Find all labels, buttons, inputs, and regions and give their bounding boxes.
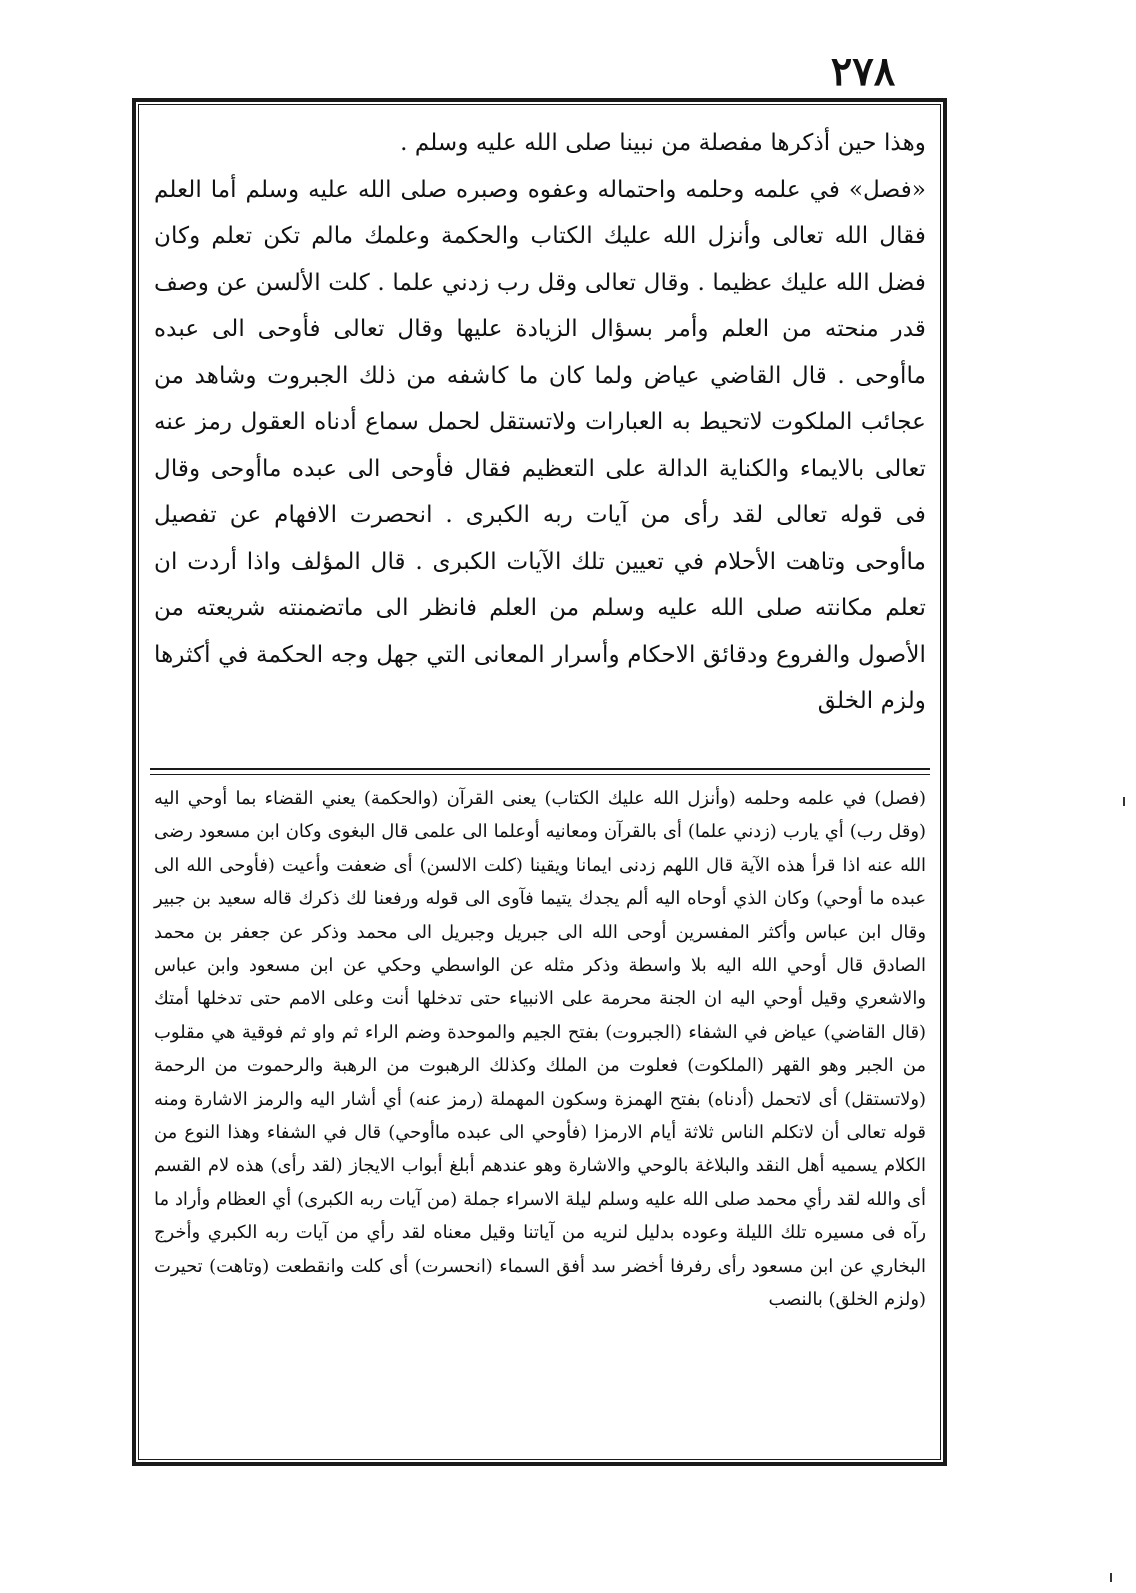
commentary-text: (فصل) في علمه وحلمه (وأنزل الله عليك الكتاب) يعنى القرآن (والحكمة) يعني القضاء بما أوحي اليه (وقل رب) أي يارب (زدني علما) أى بالقرآن ومعانيه أوعلما الى علمى قال البغوى وكان ابن مسعود رضى الله عنه اذا قرأ هذه الآية قال اللهم زدنى ايمانا ويقينا (كلت الالسن) أى ضعفت وأعيت (فأوحى الله الى عبده ما أوحي) وكان الذي أوحاه اليه ألم يجدك يتيما فآوى الى قوله ورفعنا لك ذكرك قاله سعيد بن جبير وقال ابن عباس وأكثر المفسرين أوحى الله الى جبريل وجبريل الى محمد وذكر عن جعفر بن محمد الصادق قال أوحي الله اليه بلا واسطة وذكر مثله عن الواسطي وحكي عن ابن مسعود وابن عباس والاشعري وقيل أوحي اليه ان الجنة محرمة على الانبياء حتى تدخلها أنت وعلى الامم حتى تدخلها أمتك (قال القاضي) عياض في الشفاء (الجبروت) بفتح الجيم والموحدة وضم الراء ثم واو ثم فوقية هي مقلوب من الجبر وهو القهر (الملكوت) فعلوت من الملك وكذلك الرهبوت من الرهبة والرحموت من الرحمة (ولاتستقل) أى لاتحمل (أدناه) بفتح الهمزة وسكون المهملة (رمز عنه) أي أشار اليه والرمز الاشارة ومنه قوله تعالى أن لاتكلم الناس ثلاثة أيام الارمزا (فأوحي الى عبده ماأوحي) قال في الشفاء وهذا النوع من الكلام يسميه أهل النقد والبلاغة بالوحي والاشارة وهو عندهم أبلغ أبواب الايجاز (لقد رأى) هذه لام القسم أى والله لقد رأي محمد صلى الله عليه وسلم ليلة الاسراء جملة (من آيات ربه الكبرى) أي العظام وأراد ما رآه فى مسيره تلك الليلة وعوده بدليل لنريه من آياتنا وقيل معناه لقد رأي من آيات ربه الكبري وأخرج البخاري عن ابن مسعود رأى رفرفا أخضر سد أفق السماء (انحسرت) أى كلت وانقطعت (وتاهت) تحيرت (ولزم الخلق) بالنصب xyxy=(154,788,926,1311)
main-text-block xyxy=(154,120,926,725)
margin-mark xyxy=(1110,1573,1112,1582)
margin-mark xyxy=(1123,797,1125,806)
main-text-intro: وهذا حين أذكرها مفصلة من نبينا صلى الله عليه وسلم . xyxy=(400,129,926,156)
section-divider-thin xyxy=(150,774,930,775)
commentary-block xyxy=(154,782,926,1317)
section-divider xyxy=(150,768,930,770)
page-number: ٢٧٨ xyxy=(830,48,896,95)
main-text-body: «فصل» في علمه وحلمه واحتماله وعفوه وصبره صلى الله عليه وسلم أما العلم فقال الله تعالى وأنزل الله عليك الكتاب والحكمة وعلمك مالم تكن تعلم وكان فضل الله عليك عظيما . وقال تعالى وقل رب زدني علما . كلت الألسن عن وصف قدر منحته من العلم وأمر بسؤال الزيادة عليها وقال تعالى فأوحى الى عبده ماأوحى . قال القاضي عياض ولما كان ما كاشفه من ذلك الجبروت وشاهد من عجائب الملكوت لاتحيط به العبارات ولاتستقل لحمل سماع أدناه العقول رمز عنه تعالى بالايماء والكناية الدالة على التعظيم فقال فأوحى الى عبده ماأوحى وقال فى قوله تعالى لقد رأى من آيات ربه الكبرى . انحصرت الافهام عن تفصيل ماأوحى وتاهت الأحلام في تعيين تلك الآيات الكبرى . قال المؤلف واذا أردت ان تعلم مكانته صلى الله عليه وسلم من العلم فانظر الى ماتضمنته شريعته من الأصول والفروع ودقائق الاحكام وأسرار المعانى التي جهل وجه الحكمة في أكثرها ولزم الخلق xyxy=(154,175,926,714)
